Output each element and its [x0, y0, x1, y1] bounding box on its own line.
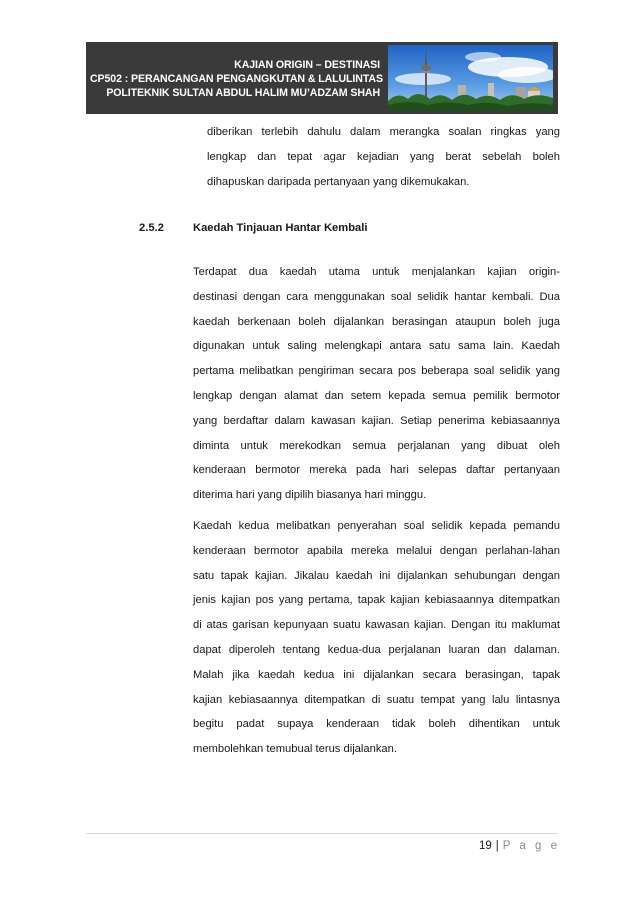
text-line-content: lengkap dengan alamat dan setem kepada semua pemilik bermotor [193, 389, 560, 402]
text-line [193, 310, 560, 335]
text-line-content: Terdapat dua kaedah utama untuk menjalankan kajian origin- [193, 266, 560, 278]
text-line [193, 539, 560, 564]
text-line: diterima hari yang dipilih biasanya hari minggu. [193, 489, 427, 502]
text-line-content: diberikan terlebih dahulu dalam merangka soalan ringkas yang [207, 126, 560, 138]
text-line-content: digunakan untuk saling melengkapi antara satu sama lain. Kaedah [193, 340, 560, 353]
page-number: 19 [478, 840, 492, 852]
header-title: KAJIAN ORIGIN – DESTINASI [234, 59, 380, 71]
text-line [193, 334, 560, 359]
text-line [193, 359, 560, 384]
text-line-content: lengkap dan tepat agar kejadian yang berat sebelah boleh [207, 150, 560, 163]
text-line-content: kaedah berkenaan boleh dijalankan berasingan ataupun boleh juga [193, 315, 560, 328]
text-line [193, 564, 560, 589]
text-line-content: pertama melibatkan pengiriman secara pos beberapa soal selidik yang [193, 365, 560, 378]
text-line-content: jenis kajian pos yang pertama, tapak kajian kebiasaannya ditempatkan [193, 594, 560, 607]
text-line [193, 712, 560, 737]
text-line [193, 384, 560, 409]
text-line [193, 688, 560, 713]
page-label: P a g e [502, 840, 560, 852]
header-course: CP502 : PERANCANGAN PENGANGKUTAN & LALULINTAS [90, 73, 383, 85]
running-header [90, 58, 383, 100]
text-line [193, 260, 560, 285]
footer-separator: | [495, 840, 499, 852]
text-line-content: kenderaan bermotor mereka pada hari selepas daftar pertanyaan [193, 464, 560, 477]
continuation-paragraph [207, 120, 560, 194]
section-heading [139, 222, 368, 234]
text-line-content: di atas garisan kepunyaan suatu kawasan kajian. Dengan itu maklumat [193, 619, 560, 632]
text-line-content: kajian kebiasaannya ditempatkan di suatu tempat yang lalu lintasnya [193, 693, 560, 706]
text-line [193, 434, 560, 459]
text-line-content: diminta untuk merekodkan semua perjalanan yang dibuat oleh [193, 439, 560, 452]
section-title: Kaedah Tinjauan Hantar Kembali [193, 222, 368, 234]
text-line-content: Kaedah kedua melibatkan penyerahan soal selidik kepada pemandu [193, 520, 560, 532]
text-line: dihapuskan daripada pertanyaan yang dikemukakan. [207, 175, 470, 188]
body-paragraph-2 [193, 514, 560, 762]
section-number: 2.5.2 [139, 222, 164, 234]
text-line [193, 588, 560, 613]
text-line-content: yang berdaftar dalam kawasan kajian. Setiap penerima kebiasaannya [193, 414, 560, 427]
text-line-content: dapat diperoleh tentang kedua-dua perjalanan luaran dan dalaman. [193, 643, 560, 656]
text-line-content: satu tapak kajian. Jikalau kaedah ini dijalankan sehubungan dengan [193, 569, 560, 582]
text-line-content: destinasi dengan cara menggunakan soal selidik hantar kembali. Dua [193, 290, 560, 303]
text-line [193, 663, 560, 688]
text-line [193, 514, 560, 539]
footer-divider [86, 833, 558, 834]
text-line [193, 458, 560, 483]
text-line [193, 638, 560, 663]
header-institution: POLITEKNIK SULTAN ABDUL HALIM MU’ADZAM SHAH [106, 87, 380, 99]
text-line: membolehkan temubual terus dijalankan. [193, 743, 397, 756]
text-line [193, 613, 560, 638]
text-line [193, 409, 560, 434]
header-skyline-photo [388, 45, 553, 111]
text-line-content: kenderaan bermotor apabila mereka melalui dengan perlahan-lahan [193, 544, 560, 557]
text-line-content: Malah jika kaedah kedua ini dijalankan secara berasingan, tapak [193, 668, 560, 681]
text-line [207, 120, 560, 145]
page-footer [479, 840, 560, 852]
body-paragraph-1 [193, 260, 560, 508]
text-line-content: begitu padat supaya kenderaan tidak boleh dihentikan untuk [193, 718, 560, 731]
text-line [207, 145, 560, 170]
text-line [193, 285, 560, 310]
